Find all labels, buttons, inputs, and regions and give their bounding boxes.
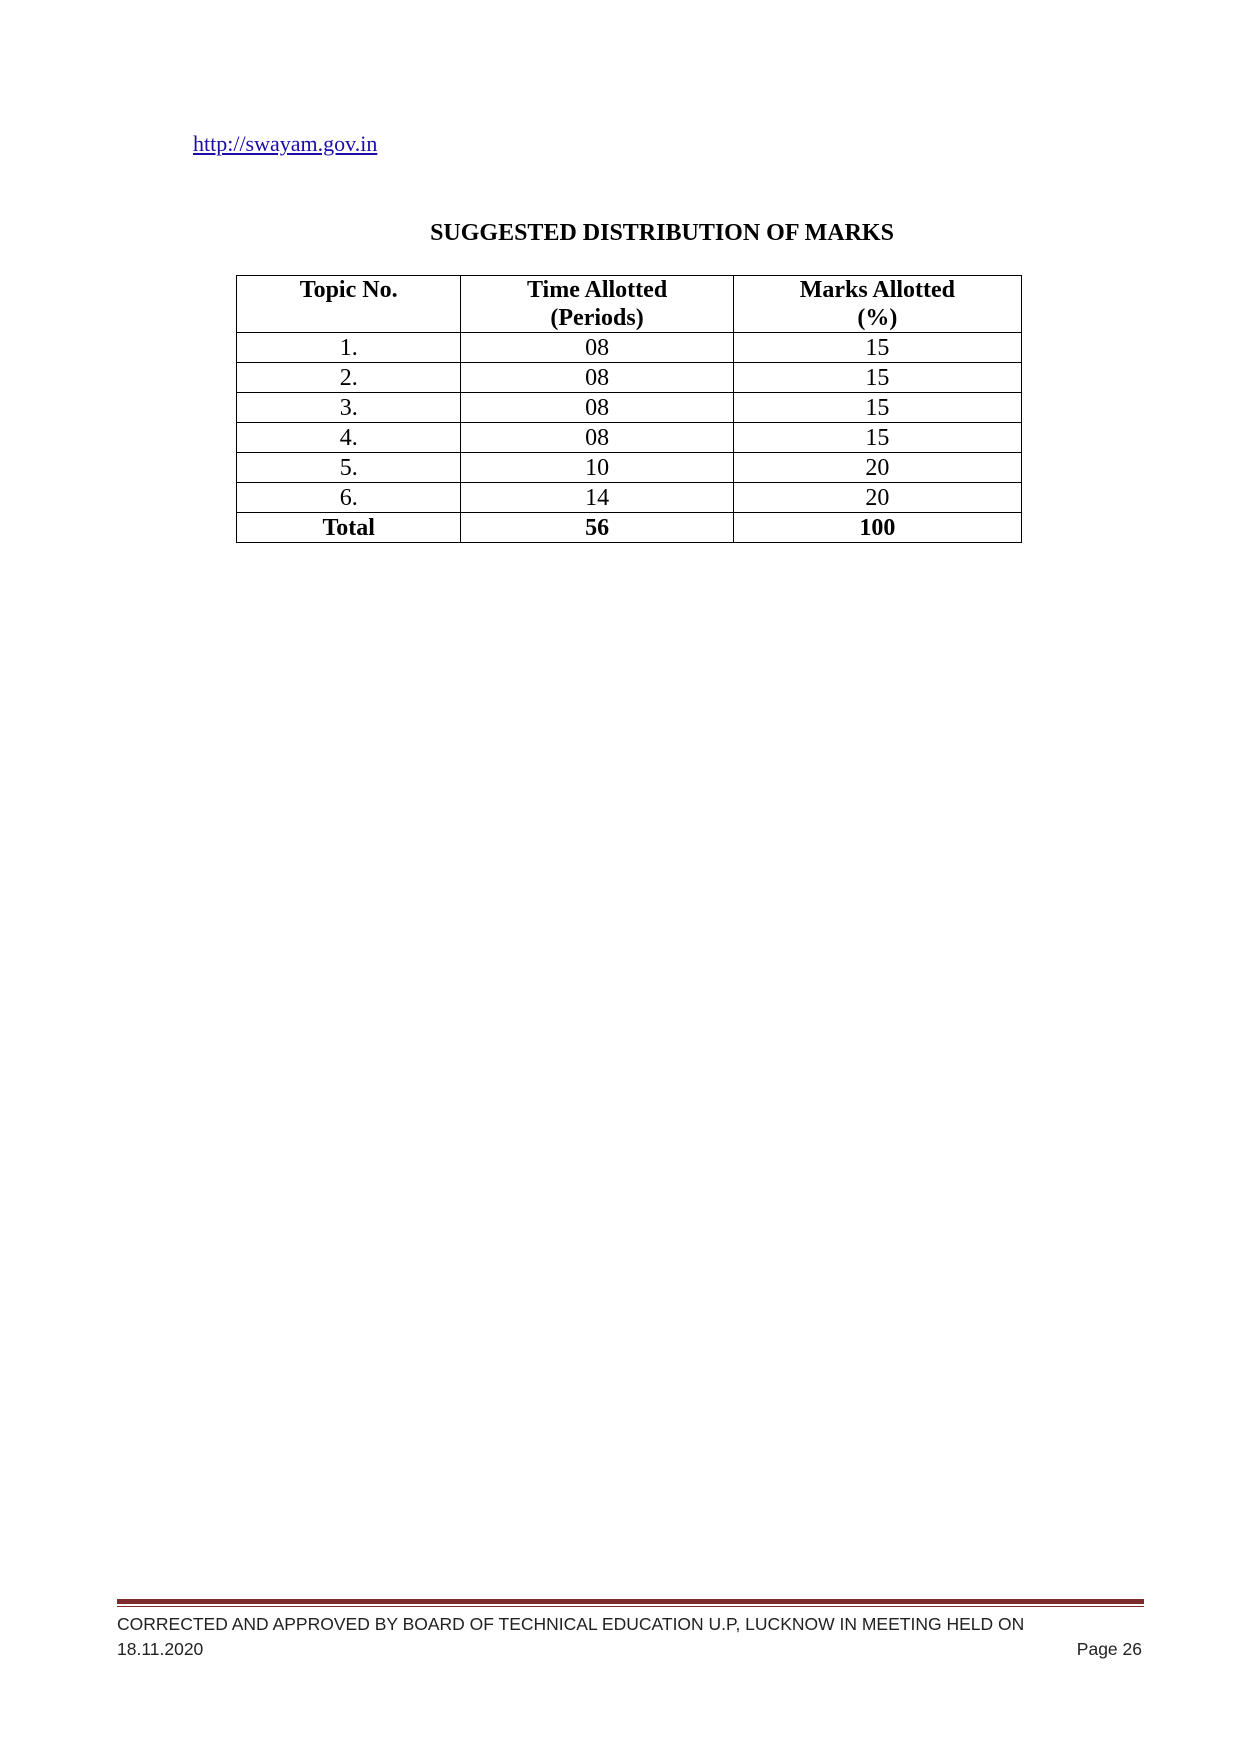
footer-divider-thin: [117, 1606, 1144, 1607]
marks-distribution-table: [236, 275, 1022, 543]
time-cell: 08: [461, 393, 733, 423]
swayam-link[interactable]: http://swayam.gov.in: [193, 131, 378, 156]
page-footer: [117, 1612, 1144, 1662]
time-cell: 08: [461, 423, 733, 453]
header-topic-label: Topic No.: [299, 277, 398, 303]
header-topic-no: [237, 276, 461, 333]
marks-cell: 20: [733, 453, 1021, 483]
footer-date: 18.11.2020: [117, 1639, 204, 1659]
header-marks-label: Marks Allotted: [799, 277, 956, 303]
total-row: [237, 513, 1022, 543]
topic-cell: 4.: [237, 423, 461, 453]
header-time-unit: (Periods): [550, 305, 644, 331]
page-heading: SUGGESTED DISTRIBUTION OF MARKS: [430, 220, 894, 246]
time-cell: 10: [461, 453, 733, 483]
marks-cell: 15: [733, 393, 1021, 423]
table-row: [237, 393, 1022, 423]
topic-cell: 3.: [237, 393, 461, 423]
topic-cell: 5.: [237, 453, 461, 483]
footer-approval-text: CORRECTED AND APPROVED BY BOARD OF TECHNICAL EDUCATION U.P, LUCKNOW IN MEETING HELD ON: [117, 1614, 1025, 1634]
table-header-row: [237, 276, 1022, 333]
header-time-label: Time Allotted: [526, 277, 668, 303]
time-cell: 08: [461, 333, 733, 363]
marks-cell: 15: [733, 363, 1021, 393]
page-number: Page 26: [1076, 1639, 1142, 1659]
table-row: [237, 363, 1022, 393]
header-marks-allotted: [733, 276, 1021, 333]
total-label-cell: Total: [237, 513, 461, 543]
header-time-allotted: [461, 276, 733, 333]
marks-cell: 15: [733, 423, 1021, 453]
marks-cell: 15: [733, 333, 1021, 363]
topic-cell: 2.: [237, 363, 461, 393]
table-row: [237, 333, 1022, 363]
total-marks-cell: 100: [733, 513, 1021, 543]
total-time-cell: 56: [461, 513, 733, 543]
table-row: [237, 423, 1022, 453]
table-row: [237, 483, 1022, 513]
footer-second-line: [117, 1637, 1144, 1662]
header-marks-unit: (%): [857, 305, 898, 331]
time-cell: 08: [461, 363, 733, 393]
time-cell: 14: [461, 483, 733, 513]
topic-cell: 6.: [237, 483, 461, 513]
footer-divider-thick: [117, 1599, 1144, 1604]
table-row: [237, 453, 1022, 483]
marks-cell: 20: [733, 483, 1021, 513]
topic-cell: 1.: [237, 333, 461, 363]
